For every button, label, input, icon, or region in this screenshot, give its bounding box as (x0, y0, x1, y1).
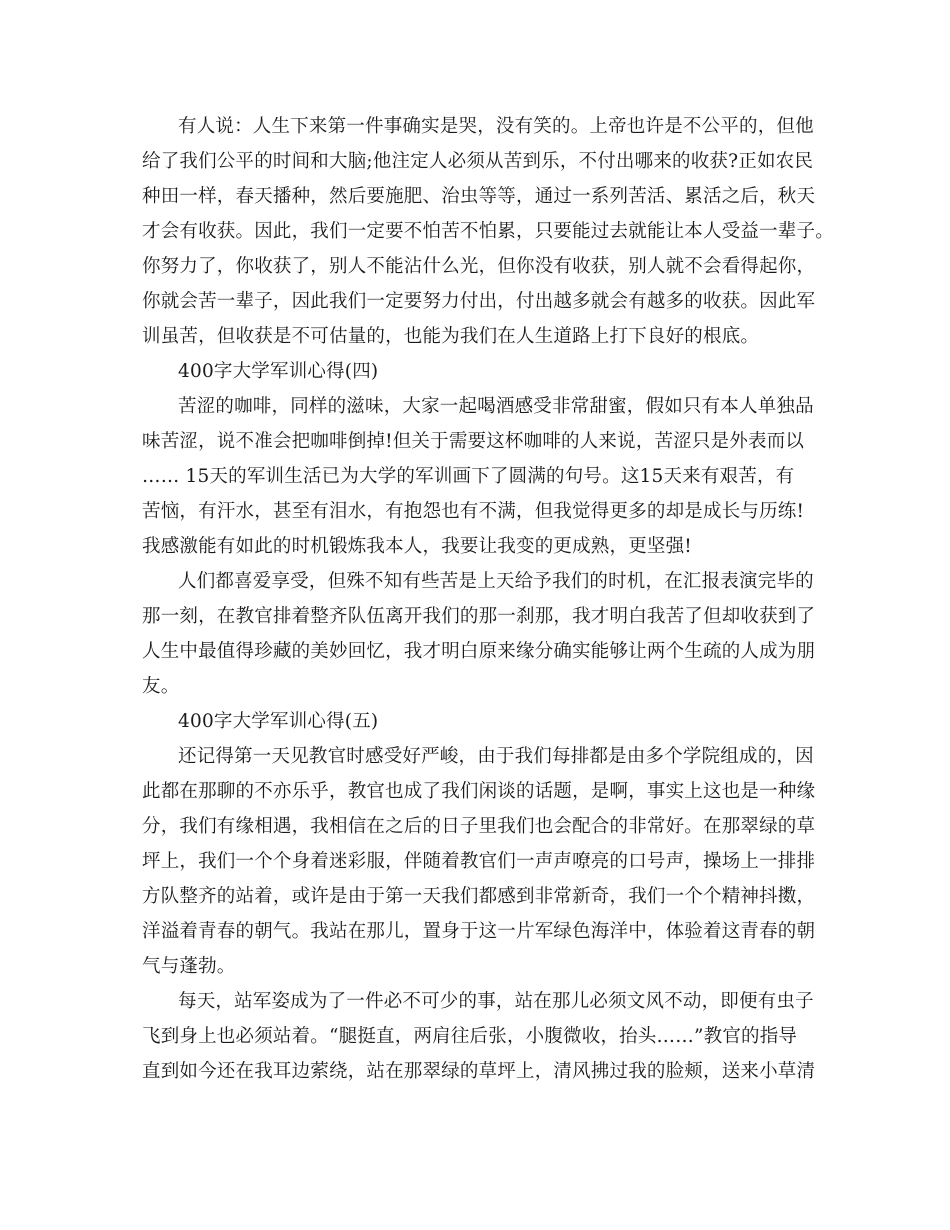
text-line: 洋溢着青春的朝气。我站在那儿，置身于这一片军绿色海洋中，体验着这青春的朝 (142, 921, 816, 942)
text-line: 还记得第一天见教官时感受好严峻，由于我们每排都是由多个学院组成的，因 (178, 746, 814, 767)
text-line: 那一刻，在教官排着整齐队伍离开我们的那一刹那，我才明白我苦了但却收获到了 (142, 606, 816, 627)
text-line: 直到如今还在我耳边萦绕，站在那翠绿的草坪上，清风拂过我的脸颊，送来小草清 (142, 1061, 816, 1082)
text-line: 你努力了，你收获了，别人不能沾什么光，但你没有收获，别人就不会看得起你， (142, 256, 816, 277)
section-heading: 400字大学军训心得(四) (178, 361, 379, 382)
text-line: 味苦涩，说不准会把咖啡倒掉!但关于需要这杯咖啡的人来说，苦涩只是外表而以 (142, 431, 805, 452)
text-line: 有人说：人生下来第一件事确实是哭，没有笑的。上帝也许是不公平的，但他 (178, 116, 814, 137)
text-line: 才会有收获。因此，我们一定要不怕苦不怕累，只要能过去就能让本人受益一辈子。 (142, 221, 834, 242)
text-line: 气与蓬勃。 (142, 956, 236, 977)
text-line: 每天，站军姿成为了一件必不可少的事，站在那儿必须文风不动，即便有虫子 (178, 991, 814, 1012)
text-line: 人生中最值得珍藏的美妙回忆，我才明白原来缘分确实能够让两个生疏的人成为朋 (142, 641, 816, 662)
text-line: 种田一样，春天播种，然后要施肥、治虫等等，通过一系列苦活、累活之后，秋天 (142, 186, 816, 207)
text-line: 友。 (142, 676, 180, 697)
text-line: 给了我们公平的时间和大脑;他注定人必须从苦到乐，不付出哪来的收获?正如农民 (142, 151, 814, 172)
text-line: …… 15天的军训生活已为大学的军训画下了圆满的句号。这15天来有艰苦，有 (142, 466, 795, 487)
text-line: 飞到身上也必须站着。“腿挺直，两肩往后张，小腹微收，抬头……”教官的指导 (142, 1026, 798, 1047)
text-line: 你就会苦一辈子，因此我们一定要努力付出，付出越多就会有越多的收获。因此军 (142, 291, 816, 312)
text-line: 苦恼，有汗水，甚至有泪水，有抱怨也有不满，但我觉得更多的却是成长与历练! (142, 501, 805, 522)
text-line: 训虽苦，但收获是不可估量的，也能为我们在人生道路上打下良好的根底。 (142, 326, 760, 347)
text-line: 坪上，我们一个个身着迷彩服，伴随着教官们一声声嘹亮的口号声，操场上一排排 (142, 851, 816, 872)
text-line: 我感激能有如此的时机锻炼我本人，我要让我变的更成熟，更坚强! (142, 536, 692, 557)
text-line: 分，我们有缘相遇，我相信在之后的日子里我们也会配合的非常好。在那翠绿的草 (142, 816, 816, 837)
text-line: 人们都喜爱享受，但殊不知有些苦是上天给予我们的时机，在汇报表演完毕的 (178, 571, 814, 592)
section-heading: 400字大学军训心得(五) (178, 711, 379, 732)
text-line: 此都在那聊的不亦乐乎，教官也成了我们闲谈的话题，是啊，事实上这也是一种缘 (142, 781, 816, 802)
text-line: 方队整齐的站着，或许是由于第一天我们都感到非常新奇，我们一个个精神抖擞， (142, 886, 816, 907)
text-line: 苦涩的咖啡，同样的滋味，大家一起喝酒感受非常甜蜜，假如只有本人单独品 (178, 396, 814, 417)
